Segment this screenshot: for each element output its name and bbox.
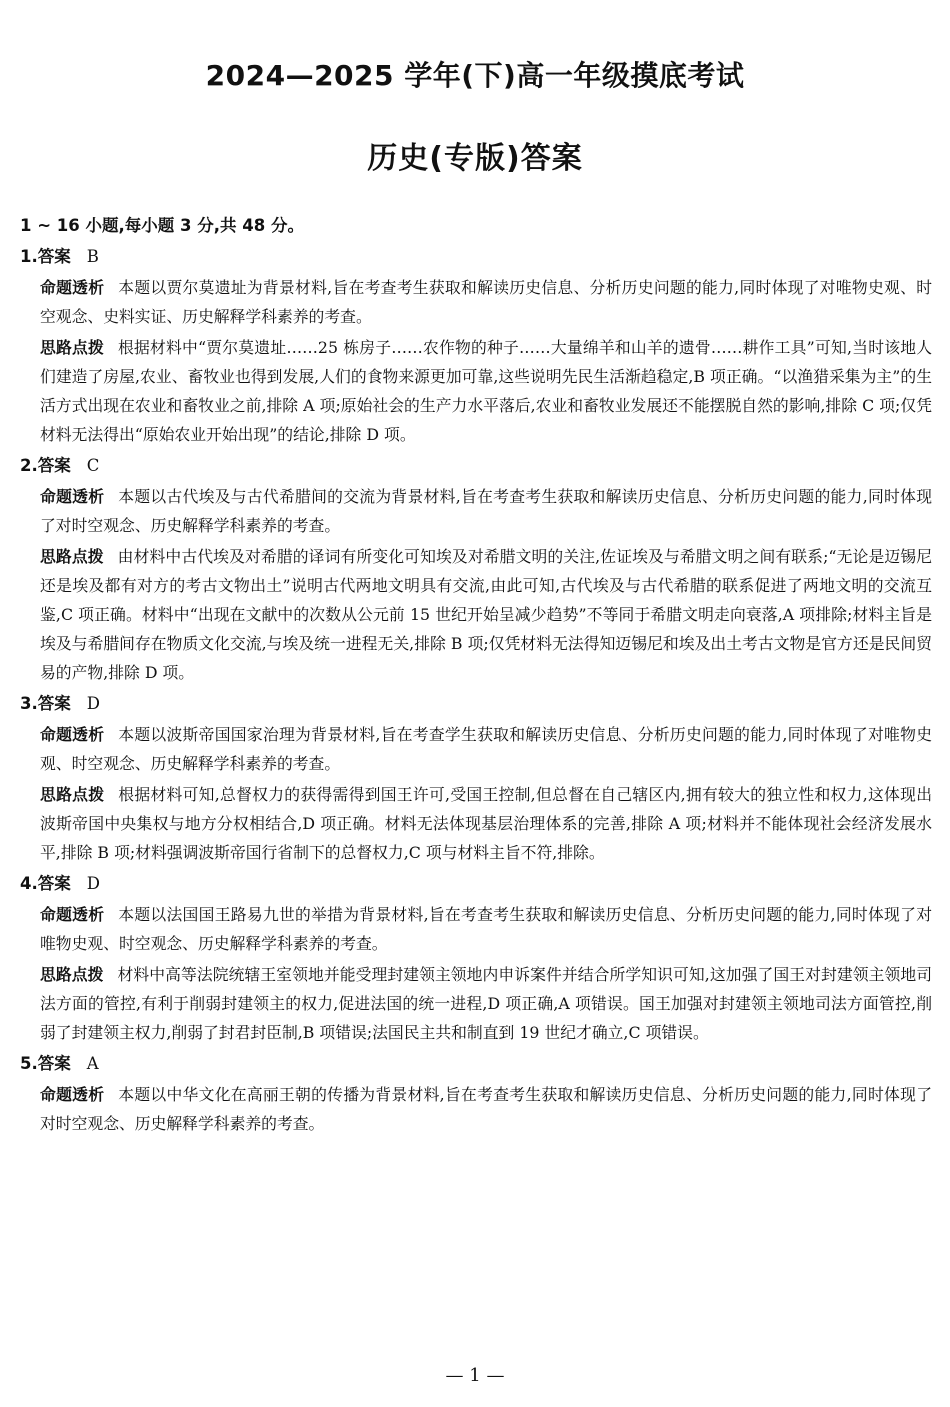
question-number: 4.	[20, 874, 38, 893]
approach-label: 思路点拨	[40, 338, 105, 357]
analysis-label: 命题透析	[40, 278, 105, 297]
approach-paragraph-2	[20, 542, 932, 687]
answer-label: 答案	[37, 874, 71, 893]
question-answer-2	[20, 451, 932, 480]
approach-paragraph-4	[20, 960, 932, 1047]
analysis-text: 本题以波斯帝国国家治理为背景材料,旨在考查学生获取和解读历史信息、分析历史问题的能力,同时体现了对唯物史观、时空观念、历史解释学科素养的考查。	[40, 725, 932, 773]
answer-content	[20, 212, 932, 1138]
approach-text: 根据材料可知,总督权力的获得需得到国王许可,受国王控制,但总督在自己辖区内,拥有较大的独立性和权力,这体现出波斯帝国中央集权与地方分权相结合,D 项正确。材料无法体现基层治理体系的完善,排除 A 项;材料并不能体现社会经济发展水平,排除 B 项;材料强调波斯帝国行省制下的总督权力,C 项与材料主旨不符,排除。	[40, 785, 932, 862]
answer-letter: A	[86, 1054, 99, 1073]
analysis-label: 命题透析	[40, 1085, 105, 1104]
analysis-text: 本题以法国国王路易九世的举措为背景材料,旨在考查考生获取和解读历史信息、分析历史问题的能力,同时体现了对唯物史观、时空观念、历史解释学科素养的考查。	[40, 905, 932, 953]
approach-label: 思路点拨	[40, 547, 104, 566]
question-number: 2.	[20, 456, 38, 475]
question-number: 3.	[20, 694, 38, 713]
answer-letter: B	[86, 247, 99, 266]
analysis-label: 命题透析	[40, 905, 105, 924]
answer-label: 答案	[37, 456, 71, 475]
answer-letter: D	[86, 874, 100, 893]
approach-label: 思路点拨	[40, 785, 105, 804]
approach-text: 材料中高等法院统辖王室领地并能受理封建领主领地内申诉案件并结合所学知识可知,这加强了国王对封建领主领地司法方面的管控,有利于削弱封建领主的权力,促进法国的统一进程,D 项正确,A 项错误。国王加强对封建领主领地司法方面管控,削弱了封建领主权力,削弱了封君封臣制,B 项错误;法国民主共和制直到 19 世纪才确立,C 项错误。	[40, 965, 932, 1042]
approach-text: 由材料中古代埃及对希腊的译词有所变化可知埃及对希腊文明的关注,佐证埃及与希腊文明之间有联系;“无论是迈锡尼还是埃及都有对方的考古文物出土”说明古代两地文明具有交流,由此可知,古代埃及与古代希腊的联系促进了两地文明的交流互鉴,C 项正确。材料中“出现在文献中的次数从公元前 15 世纪开始呈减少趋势”不等同于希腊文明走向衰落,A 项排除;材料主旨是埃及与希腊间存在物质文化交流,与埃及统一进程无关,排除 B 项;仅凭材料无法得知迈锡尼和埃及出土考古文物是官方还是民间贸易的产物,排除 D 项。	[40, 547, 932, 682]
analysis-paragraph-1	[20, 273, 932, 331]
answer-letter: C	[86, 456, 100, 475]
page-number: — 1 —	[445, 1365, 505, 1386]
exam-title: 2024—2025 学年(下)高一年级摸底考试	[205, 59, 745, 92]
answer-subtitle: 历史(专版)答案	[367, 141, 583, 176]
approach-paragraph-1	[20, 333, 932, 449]
analysis-label: 命题透析	[40, 725, 105, 744]
analysis-paragraph-5	[20, 1080, 932, 1138]
analysis-text: 本题以中华文化在高丽王朝的传播为背景材料,旨在考查考生获取和解读历史信息、分析历史问题的能力,同时体现了对时空观念、历史解释学科素养的考查。	[40, 1085, 932, 1133]
answer-label: 答案	[37, 694, 71, 713]
approach-text: 根据材料中“贾尔莫遗址……25 栋房子……农作物的种子……大量绵羊和山羊的遗骨……耕作工具”可知,当时该地人们建造了房屋,农业、畜牧业也得到发展,人们的食物来源更加可靠,这些说明先民生活渐趋稳定,B 项正确。“以渔猎采集为主”的生活方式出现在农业和畜牧业之前,排除 A 项;原始社会的生产力水平落后,农业和畜牧业发展还不能摆脱自然的影响,排除 C 项;仅凭材料无法得出“原始农业开始出现”的结论,排除 D 项。	[40, 338, 932, 444]
question-number: 5.	[20, 1054, 38, 1073]
analysis-paragraph-4	[20, 900, 932, 958]
answer-letter: D	[86, 694, 100, 713]
question-number: 1.	[20, 247, 38, 266]
question-answer-3	[20, 689, 932, 718]
scoring-intro: 1 ~ 16 小题,每小题 3 分,共 48 分。	[20, 216, 304, 235]
question-answer-5	[20, 1049, 932, 1078]
approach-label: 思路点拨	[40, 965, 104, 984]
analysis-text: 本题以古代埃及与古代希腊间的交流为背景材料,旨在考查考生获取和解读历史信息、分析历史问题的能力,同时体现了对时空观念、历史解释学科素养的考查。	[40, 487, 932, 535]
answer-label: 答案	[37, 247, 71, 266]
answer-label: 答案	[37, 1054, 71, 1073]
question-answer-4	[20, 869, 932, 898]
analysis-paragraph-2	[20, 482, 932, 540]
analysis-label: 命题透析	[40, 487, 105, 506]
approach-paragraph-3	[20, 780, 932, 867]
analysis-text: 本题以贾尔莫遗址为背景材料,旨在考查考生获取和解读历史信息、分析历史问题的能力,同时体现了对唯物史观、时空观念、史料实证、历史解释学科素养的考查。	[40, 278, 932, 326]
question-answer-1	[20, 242, 932, 271]
analysis-paragraph-3	[20, 720, 932, 778]
